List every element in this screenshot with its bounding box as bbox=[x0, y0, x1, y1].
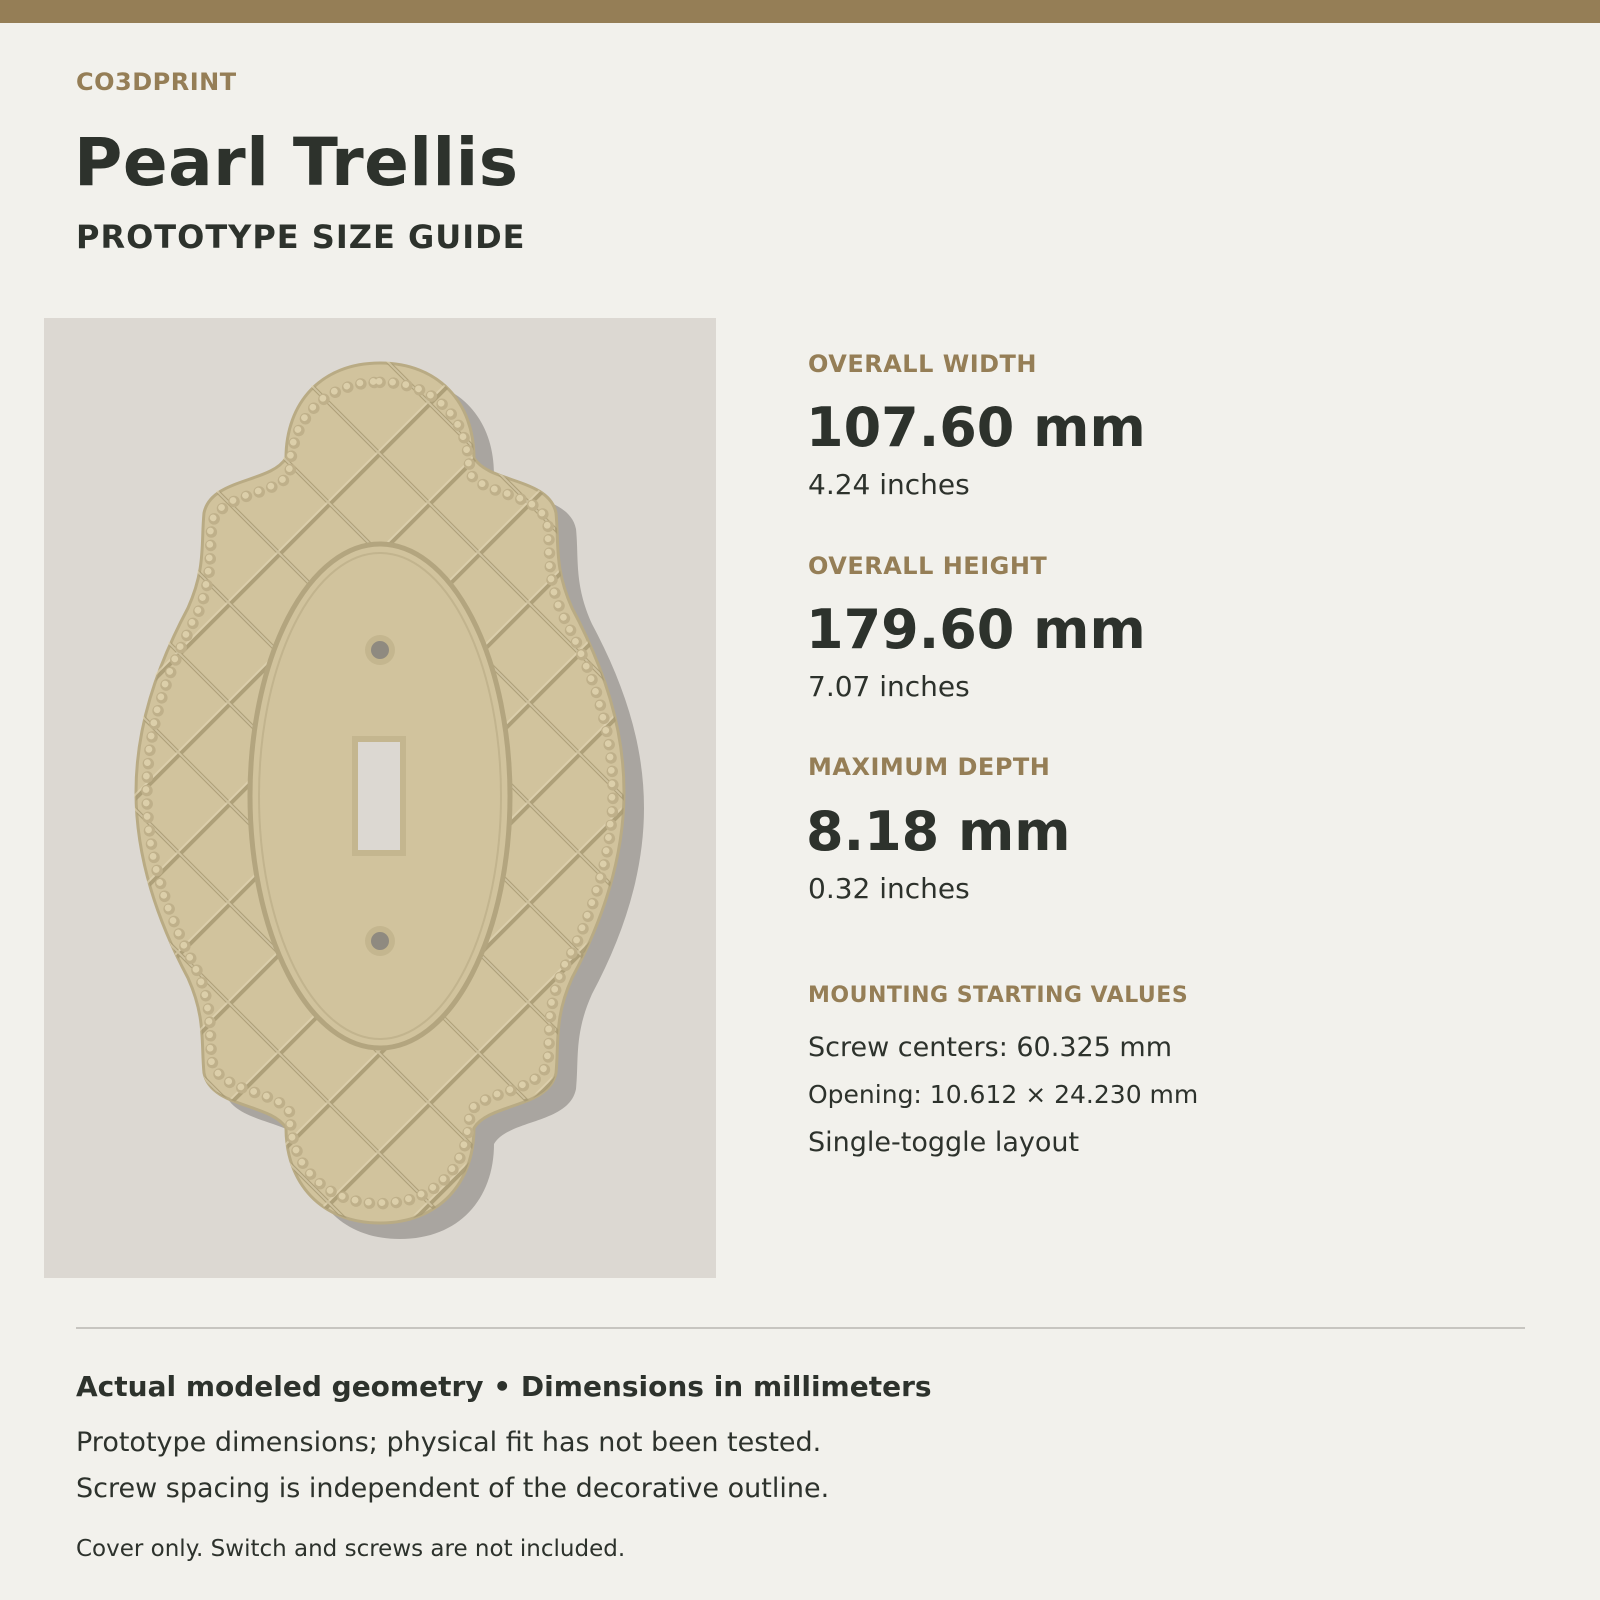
page-subtitle: PROTOTYPE SIZE GUIDE bbox=[76, 218, 526, 256]
switch-plate-render bbox=[44, 318, 716, 1278]
opening-size: Opening: 10.612 × 24.230 mm bbox=[808, 1080, 1199, 1109]
brand-name: CO3DPRINT bbox=[76, 68, 237, 96]
layout-type: Single-toggle layout bbox=[808, 1127, 1080, 1158]
depth-value: 8.18 mm bbox=[806, 800, 1071, 863]
footer-line-2: Screw spacing is independent of the decorative outline. bbox=[76, 1473, 830, 1504]
width-label: OVERALL WIDTH bbox=[808, 350, 1038, 378]
top-accent-bar bbox=[0, 0, 1600, 23]
depth-inches: 0.32 inches bbox=[808, 872, 970, 905]
width-inches: 4.24 inches bbox=[808, 468, 970, 501]
height-value: 179.60 mm bbox=[806, 598, 1146, 661]
footer-divider bbox=[76, 1327, 1525, 1329]
width-value: 107.60 mm bbox=[806, 396, 1146, 459]
height-inches: 7.07 inches bbox=[808, 670, 970, 703]
depth-label: MAXIMUM DEPTH bbox=[808, 753, 1051, 781]
mounting-title: MOUNTING STARTING VALUES bbox=[808, 983, 1189, 1008]
footer-heading: Actual modeled geometry • Dimensions in millimeters bbox=[76, 1370, 932, 1403]
product-title: Pearl Trellis bbox=[74, 124, 519, 201]
product-image-panel bbox=[44, 318, 716, 1278]
screw-centers: Screw centers: 60.325 mm bbox=[808, 1032, 1173, 1063]
height-label: OVERALL HEIGHT bbox=[808, 552, 1048, 580]
footer-line-1: Prototype dimensions; physical fit has not been tested. bbox=[76, 1427, 822, 1458]
footer-note: Cover only. Switch and screws are not included. bbox=[76, 1536, 626, 1562]
